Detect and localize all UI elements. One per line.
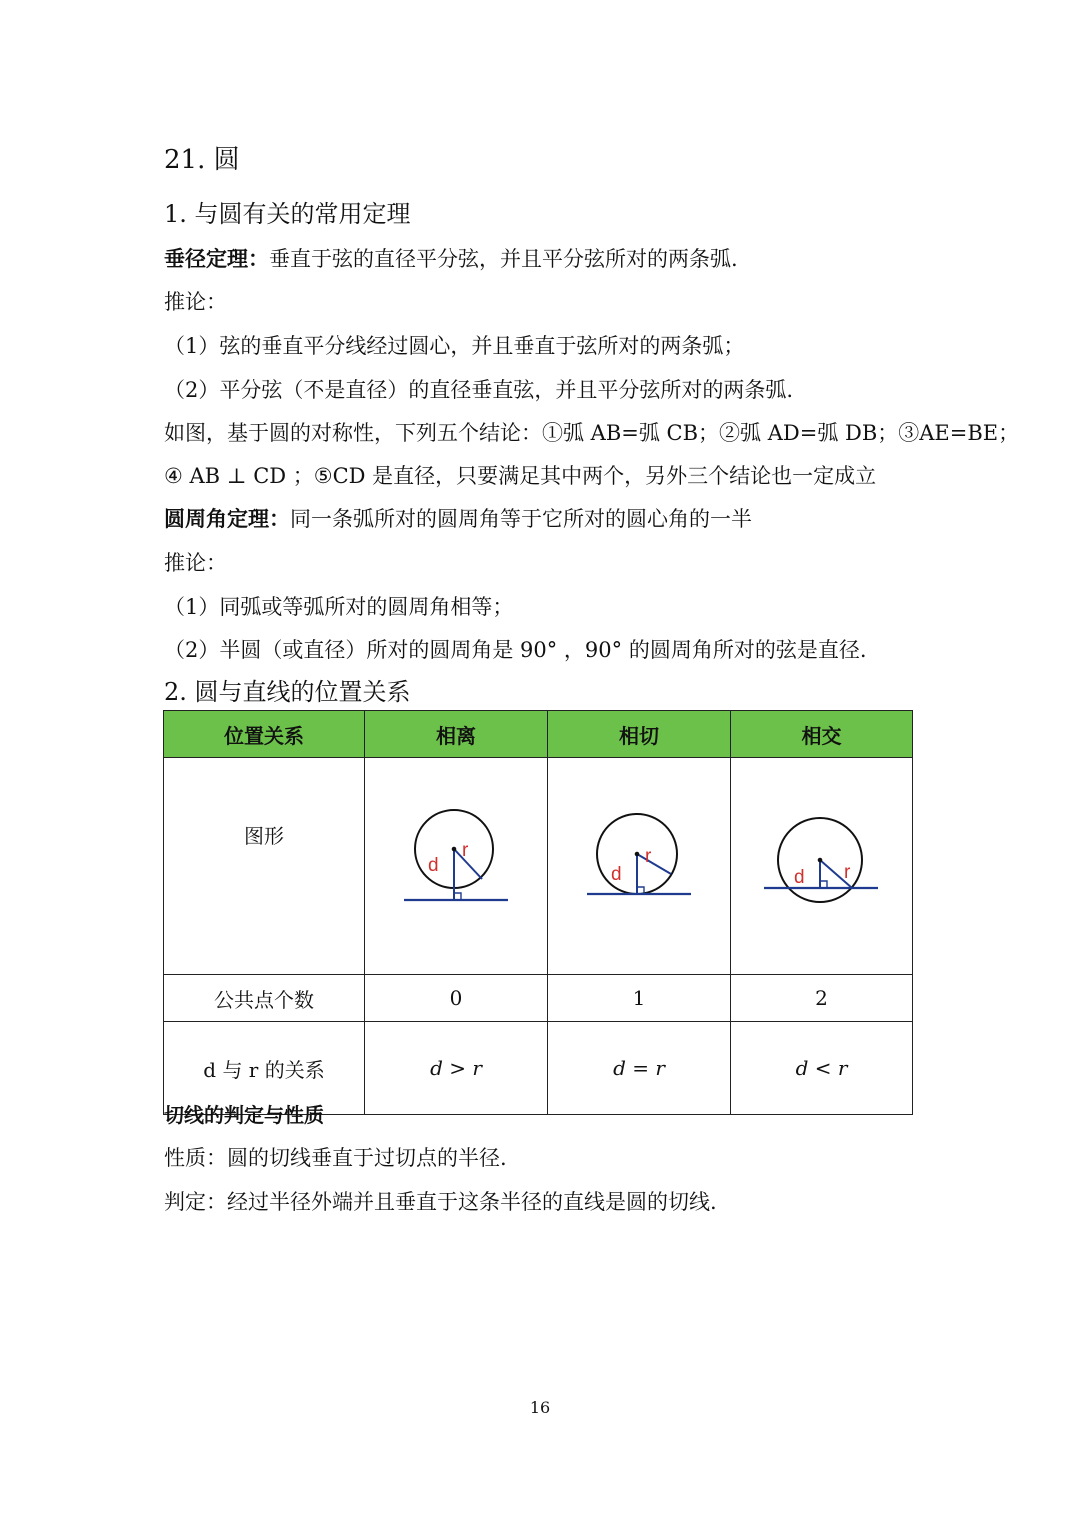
header-cell: 位置关系 <box>164 711 365 758</box>
tangent-property: 性质：圆的切线垂直于过切点的半径. <box>164 1146 507 1170</box>
theorem1-label: 垂径定理： <box>164 247 269 271</box>
position-relation-table <box>163 710 913 1115</box>
label-d: d <box>428 854 439 876</box>
theorem-perpendicular-diameter <box>164 245 738 273</box>
figure-intersect <box>731 758 913 975</box>
label-d: d <box>611 863 622 885</box>
page-number: 16 <box>529 1398 551 1417</box>
corollary-label: 推论： <box>164 290 227 314</box>
corollary-label-2: 推论： <box>164 551 227 575</box>
label-r: r <box>843 861 850 883</box>
relation-cell: d = r <box>548 1022 731 1115</box>
section2-heading: 2. 圆与直线的位置关系 <box>164 678 411 706</box>
theorem-inscribed-angle <box>164 505 752 533</box>
theorem2-text: 同一条弧所对的圆周角等于它所对的圆心角的一半 <box>290 507 752 531</box>
table-row-count <box>164 975 913 1022</box>
figure-tangent <box>548 758 731 975</box>
label-d: d <box>793 866 805 888</box>
figure-separate <box>365 758 548 975</box>
header-cell: 相交 <box>731 711 913 758</box>
count-cell: 0 <box>365 975 548 1022</box>
section3-heading: 切线的判定与性质 <box>164 1103 324 1127</box>
circle-tangent-diagram <box>579 804 699 924</box>
corollary-1: （1）弦的垂直平分线经过圆心，并且垂直于弦所对的两条弧； <box>164 334 745 358</box>
header-cell: 相离 <box>365 711 548 758</box>
row-label: 图形 <box>164 758 365 975</box>
corollary-2: （2）平分弦（不是直径）的直径垂直弦，并且平分弦所对的两条弧. <box>164 378 794 402</box>
symmetry-line-1: 如图，基于圆的对称性，下列五个结论：①弧 AB=弧 CB；②弧 AD=弧 DB；③AE=BE； <box>164 421 1020 445</box>
section1-heading: 1. 与圆有关的常用定理 <box>164 200 411 228</box>
table-row-figure <box>164 758 913 975</box>
header-cell: 相切 <box>548 711 731 758</box>
tangent-criterion: 判定：经过半径外端并且垂直于这条半径的直线是圆的切线. <box>164 1190 717 1214</box>
table-header-row <box>164 711 913 758</box>
count-cell: 1 <box>548 975 731 1022</box>
theorem1-text: 垂直于弦的直径平分弦，并且平分弦所对的两条弧. <box>269 247 738 271</box>
row-label: d 与 r 的关系 <box>164 1022 365 1115</box>
corollary-3: （1）同弧或等弧所对的圆周角相等； <box>164 595 514 619</box>
count-cell: 2 <box>731 975 913 1022</box>
symmetry-line-2: ④ AB ⊥ CD ；⑤CD 是直径，只要满足其中两个，另外三个结论也一定成立 <box>164 464 877 488</box>
corollary-4: （2）半圆（或直径）所对的圆周角是 90° ，90° 的圆周角所对的弦是直径. <box>164 638 867 662</box>
label-r: r <box>645 845 652 867</box>
label-r: r <box>462 839 469 861</box>
relation-cell: d > r <box>365 1022 548 1115</box>
relation-cell: d < r <box>731 1022 913 1115</box>
row-label: 公共点个数 <box>164 975 365 1022</box>
page-title: 21. 圆 <box>164 145 240 175</box>
circle-separate-diagram <box>396 804 516 924</box>
theorem2-label: 圆周角定理： <box>164 507 290 531</box>
circle-intersect-diagram <box>762 804 882 924</box>
